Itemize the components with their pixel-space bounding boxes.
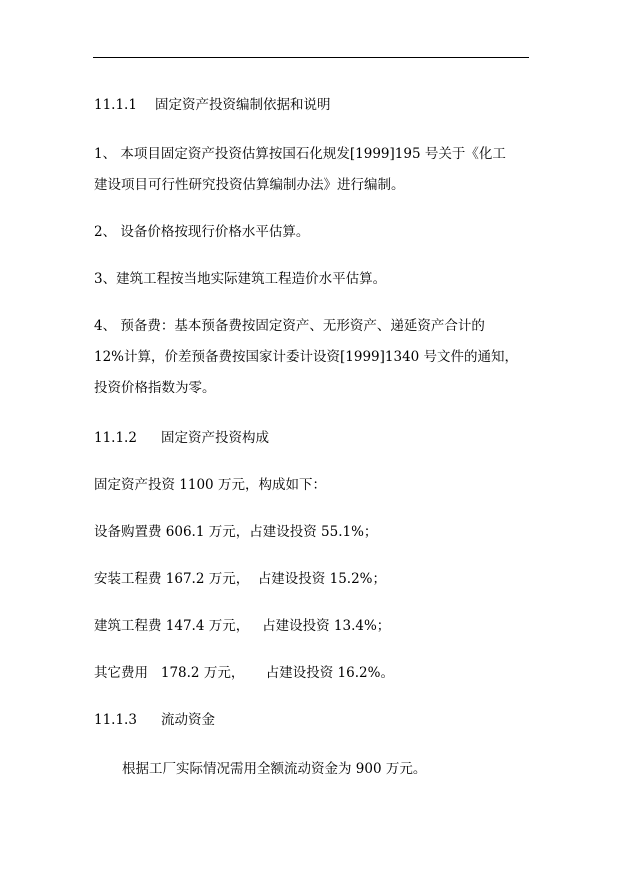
paragraph-item-2: 2、 设备价格按现行价格水平估算。 [94,224,310,240]
header-rule [93,57,529,58]
section-number: 11.1.3 [94,712,137,728]
section-heading-11-1-2 [94,429,269,447]
composition-line-equipment: 设备购置费 606.1 万元，占建设投资 55.1%； [94,524,378,540]
paragraph-item-4-line-2: 12%计算，价差预备费按国家计委计设资[1999]1340 号文件的通知， [94,349,519,365]
section-title: 固定资产投资编制依据和说明 [154,97,331,113]
composition-intro: 固定资产投资 1100 万元，构成如下： [94,477,326,493]
composition-line-construction: 建筑工程费 147.4 万元， 占建设投资 13.4%； [94,618,391,634]
section-title: 固定资产投资构成 [160,430,269,446]
paragraph-item-4-line-3: 投资价格指数为零。 [94,380,216,396]
paragraph-item-1-line-1: 1、 本项目固定资产投资估算按国石化规发[1999]195 号关于《化工 [94,146,506,162]
paragraph-item-4-line-1: 4、 预备费：基本预备费按固定资产、无形资产、递延资产合计的 [94,318,485,334]
section-title: 流动资金 [160,712,215,728]
section-heading-11-1-1 [94,96,330,114]
paragraph-item-1-line-2: 建设项目可行性研究投资估算编制办法》进行编制。 [94,177,405,193]
working-capital-text: 根据工厂实际情况需用全额流动资金为 900 万元。 [122,761,427,777]
section-number: 11.1.1 [94,97,137,113]
section-number: 11.1.2 [94,430,137,446]
composition-line-other: 其它费用 178.2 万元， 占建设投资 16.2%。 [94,665,394,681]
composition-line-installation: 安装工程费 167.2 万元， 占建设投资 15.2%； [94,571,386,587]
section-heading-11-1-3 [94,711,215,729]
paragraph-item-3: 3、建筑工程按当地实际建筑工程造价水平估算。 [94,271,387,287]
